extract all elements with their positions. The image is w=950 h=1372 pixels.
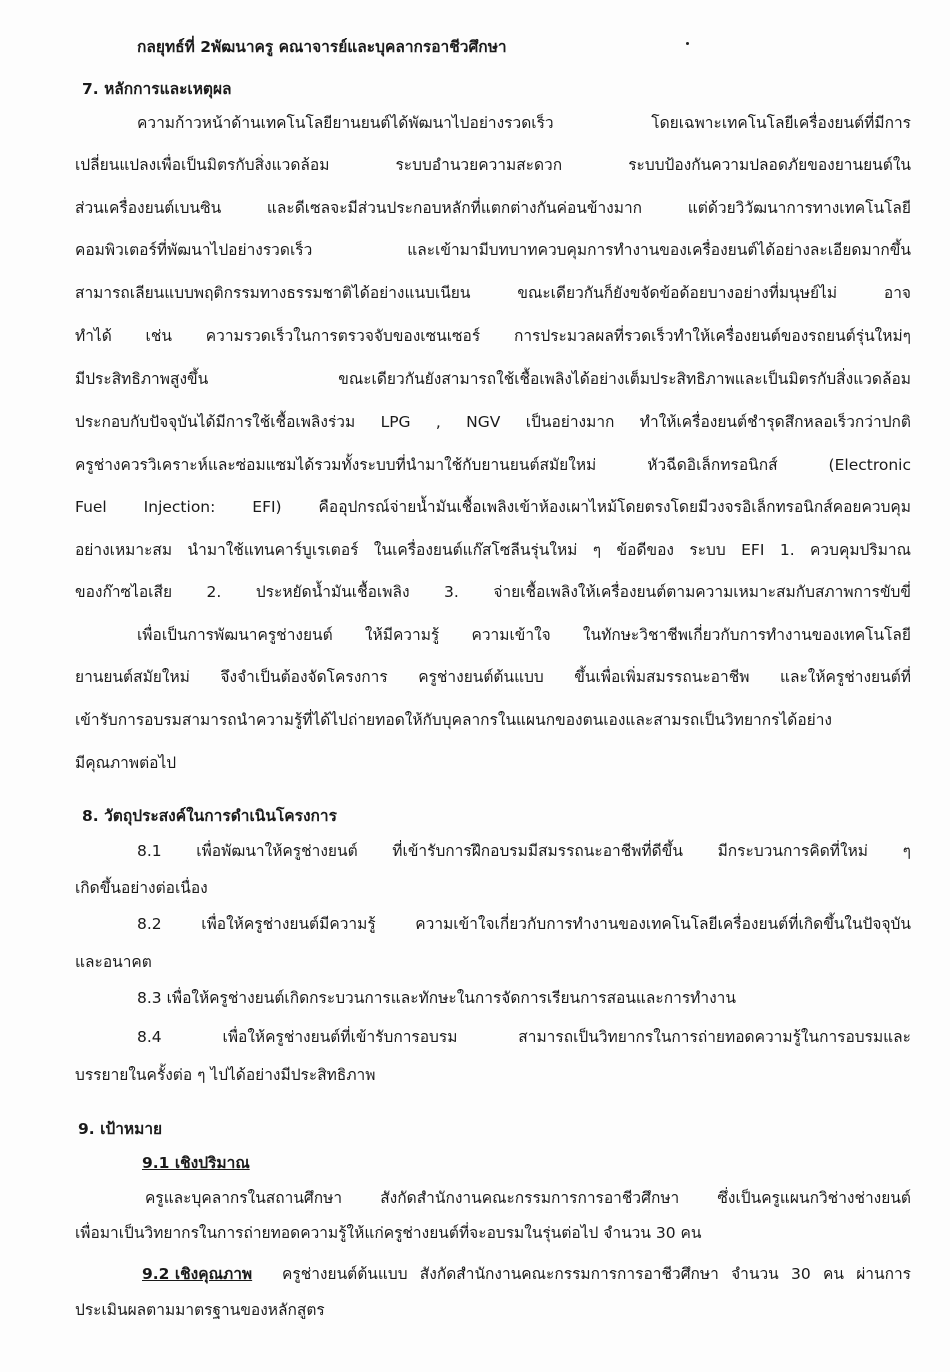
- speck-mark: [686, 42, 689, 45]
- strategy-title: กลยุทธ์ที่ 2พัฒนาครู คณาจารย์และบุคลากรอาชีวศึกษา: [137, 38, 507, 56]
- paragraph-line: Fuel Injection: EFI) คืออุปกรณ์จ่ายน้ำมันเชื้อเพลิงเข้าห้องเผาไหม้โดยตรงโดยมีวงจรอิเล็กทรอนิกส์คอยควบคุม: [75, 498, 911, 516]
- paragraph-line: ครูช่างควรวิเคราะห์และซ่อมแซมได้รวมทั้งระบบที่นำมาใช้กับยานยนต์สมัยใหม่ หัวฉีดอิเล็กทรอนิกส์ (Electronic: [75, 456, 911, 474]
- paragraph-line: สามารถเลียนแบบพฤติกรรมทางธรรมชาติได้อย่างแนบเนียน ขณะเดียวกันก็ยังขจัดข้อด้อยบางอย่างที่มนุษย์ไม่ อาจ: [75, 284, 911, 302]
- quality-line: ประเมินผลตามมาตรฐานของหลักสูตร: [75, 1301, 325, 1319]
- objective-line: 8.4 เพื่อให้ครูช่างยนต์ที่เข้ารับการอบรม สามารถเป็นวิทยากรในการถ่ายทอดความรู้ในการอบรมและ: [137, 1028, 911, 1046]
- paragraph-line: มีคุณภาพต่อไป: [75, 754, 177, 772]
- objective-line: 8.2 เพื่อให้ครูช่างยนต์มีความรู้ ความเข้าใจเกี่ยวกับการทำงานของเทคโนโลยีเครื่องยนต์ที่เกิดขึ้นในปัจจุบัน: [137, 915, 911, 933]
- quantity-line: ครูและบุคลากรในสถานศึกษา สังกัดสำนักงานคณะกรรมการการอาชีวศึกษา ซึ่งเป็นครูแผนกวิช่างช่างยนต์: [145, 1189, 911, 1207]
- paragraph-line: ส่วนเครื่องยนต์เบนซิน และดีเซลจะมีส่วนประกอบหลักที่แตกต่างกันค่อนข้างมาก แต่ด้วยวิวัฒนาการทางเทคโนโลยี: [75, 199, 911, 217]
- section8-heading: 8. วัตถุประสงค์ในการดำเนินโครงการ: [82, 807, 337, 825]
- paragraph-line: ประกอบกับปัจจุบันได้มีการใช้เชื้อเพลิงร่วม LPG , NGV เป็นอย่างมาก ทำให้เครื่องยนต์ชำรุดสึกหลอเร็วกว่าปกติ: [75, 413, 911, 431]
- paragraph-line: ยานยนต์สมัยใหม่ จึงจำเป็นต้องจัดโครงการ ครูช่างยนต์ต้นแบบ ขึ้นเพื่อเพิ่มสมรรถนะอาชีพ และให้ครูช่างยนต์ที่: [75, 668, 911, 686]
- objective-line: เกิดขึ้นอย่างต่อเนื่อง: [75, 879, 208, 897]
- section9-heading: 9. เป้าหมาย: [78, 1120, 163, 1138]
- paragraph-line: อย่างเหมาะสม นำมาใช้แทนคาร์บูเรเตอร์ ในเครื่องยนต์แก๊สโซลีนรุ่นใหม่ ๆ ข้อดีของ ระบบ EFI 1. ควบคุมปริมาณ: [75, 541, 911, 559]
- quality-heading: 9.2 เชิงคุณภาพ: [142, 1265, 253, 1283]
- paragraph-line: เข้ารับการอบรมสามารถนำความรู้ที่ได้ไปถ่ายทอดให้กับบุคลากรในแผนกของตนเองและสามรถเป็นวิทยากรได้อย่าง: [75, 711, 832, 729]
- paragraph-line: มีประสิทธิภาพสูงขึ้น ขณะเดียวกันยังสามารถใช้เชื้อเพลิงได้อย่างเต็มประสิทธิภาพและเป็นมิตรกับสิ่งแวดล้อม: [75, 370, 911, 388]
- paragraph-line: เพื่อเป็นการพัฒนาครูช่างยนต์ ให้มีความรู้ ความเข้าใจ ในทักษะวิชาชีพเกี่ยวกับการทำงานของเทคโนโลยี: [137, 626, 911, 644]
- objective-line: 8.1 เพื่อพัฒนาให้ครูช่างยนต์ ที่เข้ารับการฝึกอบรมมีสมรรถนะอาชีพที่ดีขึ้น มีกระบวนการคิดที่ใหม่ ๆ: [137, 842, 911, 860]
- section7-heading: 7. หลักการและเหตุผล: [82, 80, 232, 98]
- objective-line: 8.3 เพื่อให้ครูช่างยนต์เกิดกระบวนการและทักษะในการจัดการเรียนการสอนและการทำงาน: [137, 989, 736, 1007]
- quantity-heading: 9.1 เชิงปริมาณ: [142, 1154, 250, 1172]
- paragraph-line: ของก๊าซไอเสีย 2. ประหยัดน้ำมันเชื้อเพลิง 3. จ่ายเชื้อเพลิงให้เครื่องยนต์ตามความเหมาะสมกับสภาพการขับขี่: [75, 583, 911, 601]
- objective-line: บรรยายในครั้งต่อ ๆ ไปได้อย่างมีประสิทธิภาพ: [75, 1066, 376, 1084]
- paragraph-line: คอมพิวเตอร์ที่พัฒนาไปอย่างรวดเร็ว และเข้ามามีบทบาทควบคุมการทำงานของเครื่องยนต์ได้อย่างละเอียดมากขึ้น: [75, 241, 911, 259]
- quality-line: ครูช่างยนต์ต้นแบบ สังกัดสำนักงานคณะกรรมการการอาชีวศึกษา จำนวน 30 คน ผ่านการ: [282, 1265, 911, 1283]
- quantity-line: เพื่อมาเป็นวิทยากรในการถ่ายทอดความรู้ให้แก่ครูช่างยนต์ที่จะอบรมในรุ่นต่อไป จำนวน 30 คน: [75, 1224, 702, 1242]
- objective-line: และอนาคต: [75, 953, 152, 971]
- paragraph-line: เปลี่ยนแปลงเพื่อเป็นมิตรกับสิ่งแวดล้อม ระบบอำนวยความสะดวก ระบบป้องกันความปลอดภัยของยานยนต์ใน: [75, 156, 911, 174]
- paragraph-line: ทำได้ เช่น ความรวดเร็วในการตรวจจับของเซนเซอร์ การประมวลผลที่รวดเร็วทำให้เครื่องยนต์ของรถยนต์รุ่นใหม่ๆ: [75, 327, 911, 345]
- paragraph-line: ความก้าวหน้าด้านเทคโนโลยียานยนต์ได้พัฒนาไปอย่างรวดเร็ว โดยเฉพาะเทคโนโลยีเครื่องยนต์ที่มีการ: [137, 114, 911, 132]
